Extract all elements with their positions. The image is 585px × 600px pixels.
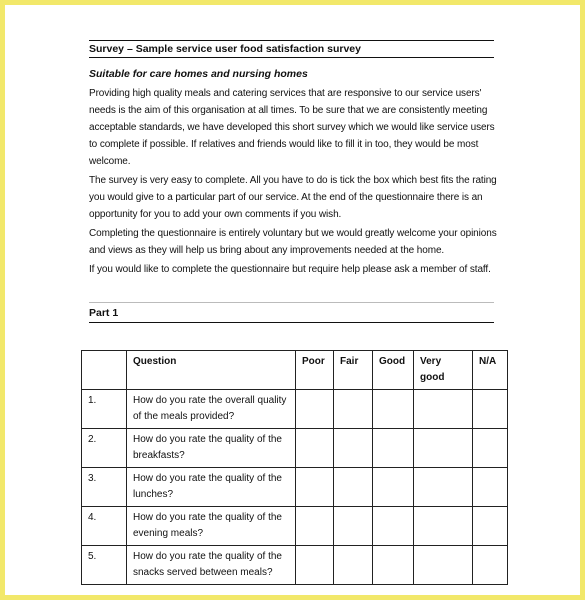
rating-cell-na[interactable] bbox=[473, 468, 508, 507]
rating-cell-poor[interactable] bbox=[296, 390, 334, 429]
row-question: How do you rate the overall quality of the meals provided? bbox=[127, 390, 296, 429]
rating-cell-very-good[interactable] bbox=[414, 429, 473, 468]
rating-cell-good[interactable] bbox=[373, 429, 414, 468]
row-question: How do you rate the quality of the snacks served between meals? bbox=[127, 546, 296, 585]
header-question: Question bbox=[127, 351, 296, 390]
rating-cell-fair[interactable] bbox=[334, 429, 373, 468]
rating-cell-fair[interactable] bbox=[334, 507, 373, 546]
row-question: How do you rate the quality of the evening meals? bbox=[127, 507, 296, 546]
rating-cell-very-good[interactable] bbox=[414, 390, 473, 429]
rating-cell-poor[interactable] bbox=[296, 546, 334, 585]
table-header-row bbox=[82, 351, 508, 390]
rating-cell-poor[interactable] bbox=[296, 429, 334, 468]
document-page bbox=[5, 5, 580, 595]
survey-title: Survey – Sample service user food satisfaction survey bbox=[89, 43, 494, 58]
row-question: How do you rate the quality of the lunches? bbox=[127, 468, 296, 507]
rating-cell-very-good[interactable] bbox=[414, 507, 473, 546]
rating-cell-fair[interactable] bbox=[334, 390, 373, 429]
intro-paragraph: The survey is very easy to complete. All you have to do is tick the box which best fits the rating you would give to a particular part of our service. At the end of the questionnaire there is an opportunity for you to add your own comments if you wish. bbox=[89, 175, 497, 220]
rating-cell-na[interactable] bbox=[473, 390, 508, 429]
intro-paragraph: Providing high quality meals and catering services that are responsive to our service users' needs is the aim of this organisation at all times. To be sure that we are consistently meeting acceptable standards, we have developed this short survey which we would like service users to complete if possible. If relatives and friends would like to fill it in too, they would be most welcome. bbox=[89, 88, 495, 167]
intro-paragraph: If you would like to complete the questionnaire but require help please ask a member of staff. bbox=[89, 264, 491, 275]
table-row bbox=[82, 390, 508, 429]
rating-cell-poor[interactable] bbox=[296, 507, 334, 546]
row-number: 3. bbox=[82, 468, 127, 507]
row-number: 2. bbox=[82, 429, 127, 468]
header-fair: Fair bbox=[334, 351, 373, 390]
intro-text bbox=[89, 85, 499, 280]
survey-subtitle: Suitable for care homes and nursing homes bbox=[89, 68, 308, 80]
survey-table bbox=[81, 350, 508, 585]
row-number: 4. bbox=[82, 507, 127, 546]
rating-cell-good[interactable] bbox=[373, 546, 414, 585]
rating-cell-fair[interactable] bbox=[334, 546, 373, 585]
rating-cell-very-good[interactable] bbox=[414, 468, 473, 507]
header-number bbox=[82, 351, 127, 390]
table-row bbox=[82, 546, 508, 585]
header-poor: Poor bbox=[296, 351, 334, 390]
intro-paragraph: Completing the questionnaire is entirely voluntary but we would greatly welcome your opinions and views as they will help us bring about any improvements needed at the home. bbox=[89, 228, 497, 256]
rating-cell-very-good[interactable] bbox=[414, 546, 473, 585]
row-question: How do you rate the quality of the breakfasts? bbox=[127, 429, 296, 468]
table-row bbox=[82, 507, 508, 546]
part-heading: Part 1 bbox=[89, 307, 494, 323]
rating-cell-good[interactable] bbox=[373, 468, 414, 507]
row-number: 1. bbox=[82, 390, 127, 429]
header-very-good: Very good bbox=[414, 351, 473, 390]
table-row bbox=[82, 429, 508, 468]
table-row bbox=[82, 468, 508, 507]
rating-cell-fair[interactable] bbox=[334, 468, 373, 507]
rating-cell-na[interactable] bbox=[473, 546, 508, 585]
row-number: 5. bbox=[82, 546, 127, 585]
rating-cell-poor[interactable] bbox=[296, 468, 334, 507]
rating-cell-good[interactable] bbox=[373, 507, 414, 546]
header-na: N/A bbox=[473, 351, 508, 390]
rating-cell-na[interactable] bbox=[473, 429, 508, 468]
header-good: Good bbox=[373, 351, 414, 390]
rating-cell-na[interactable] bbox=[473, 507, 508, 546]
rating-cell-good[interactable] bbox=[373, 390, 414, 429]
